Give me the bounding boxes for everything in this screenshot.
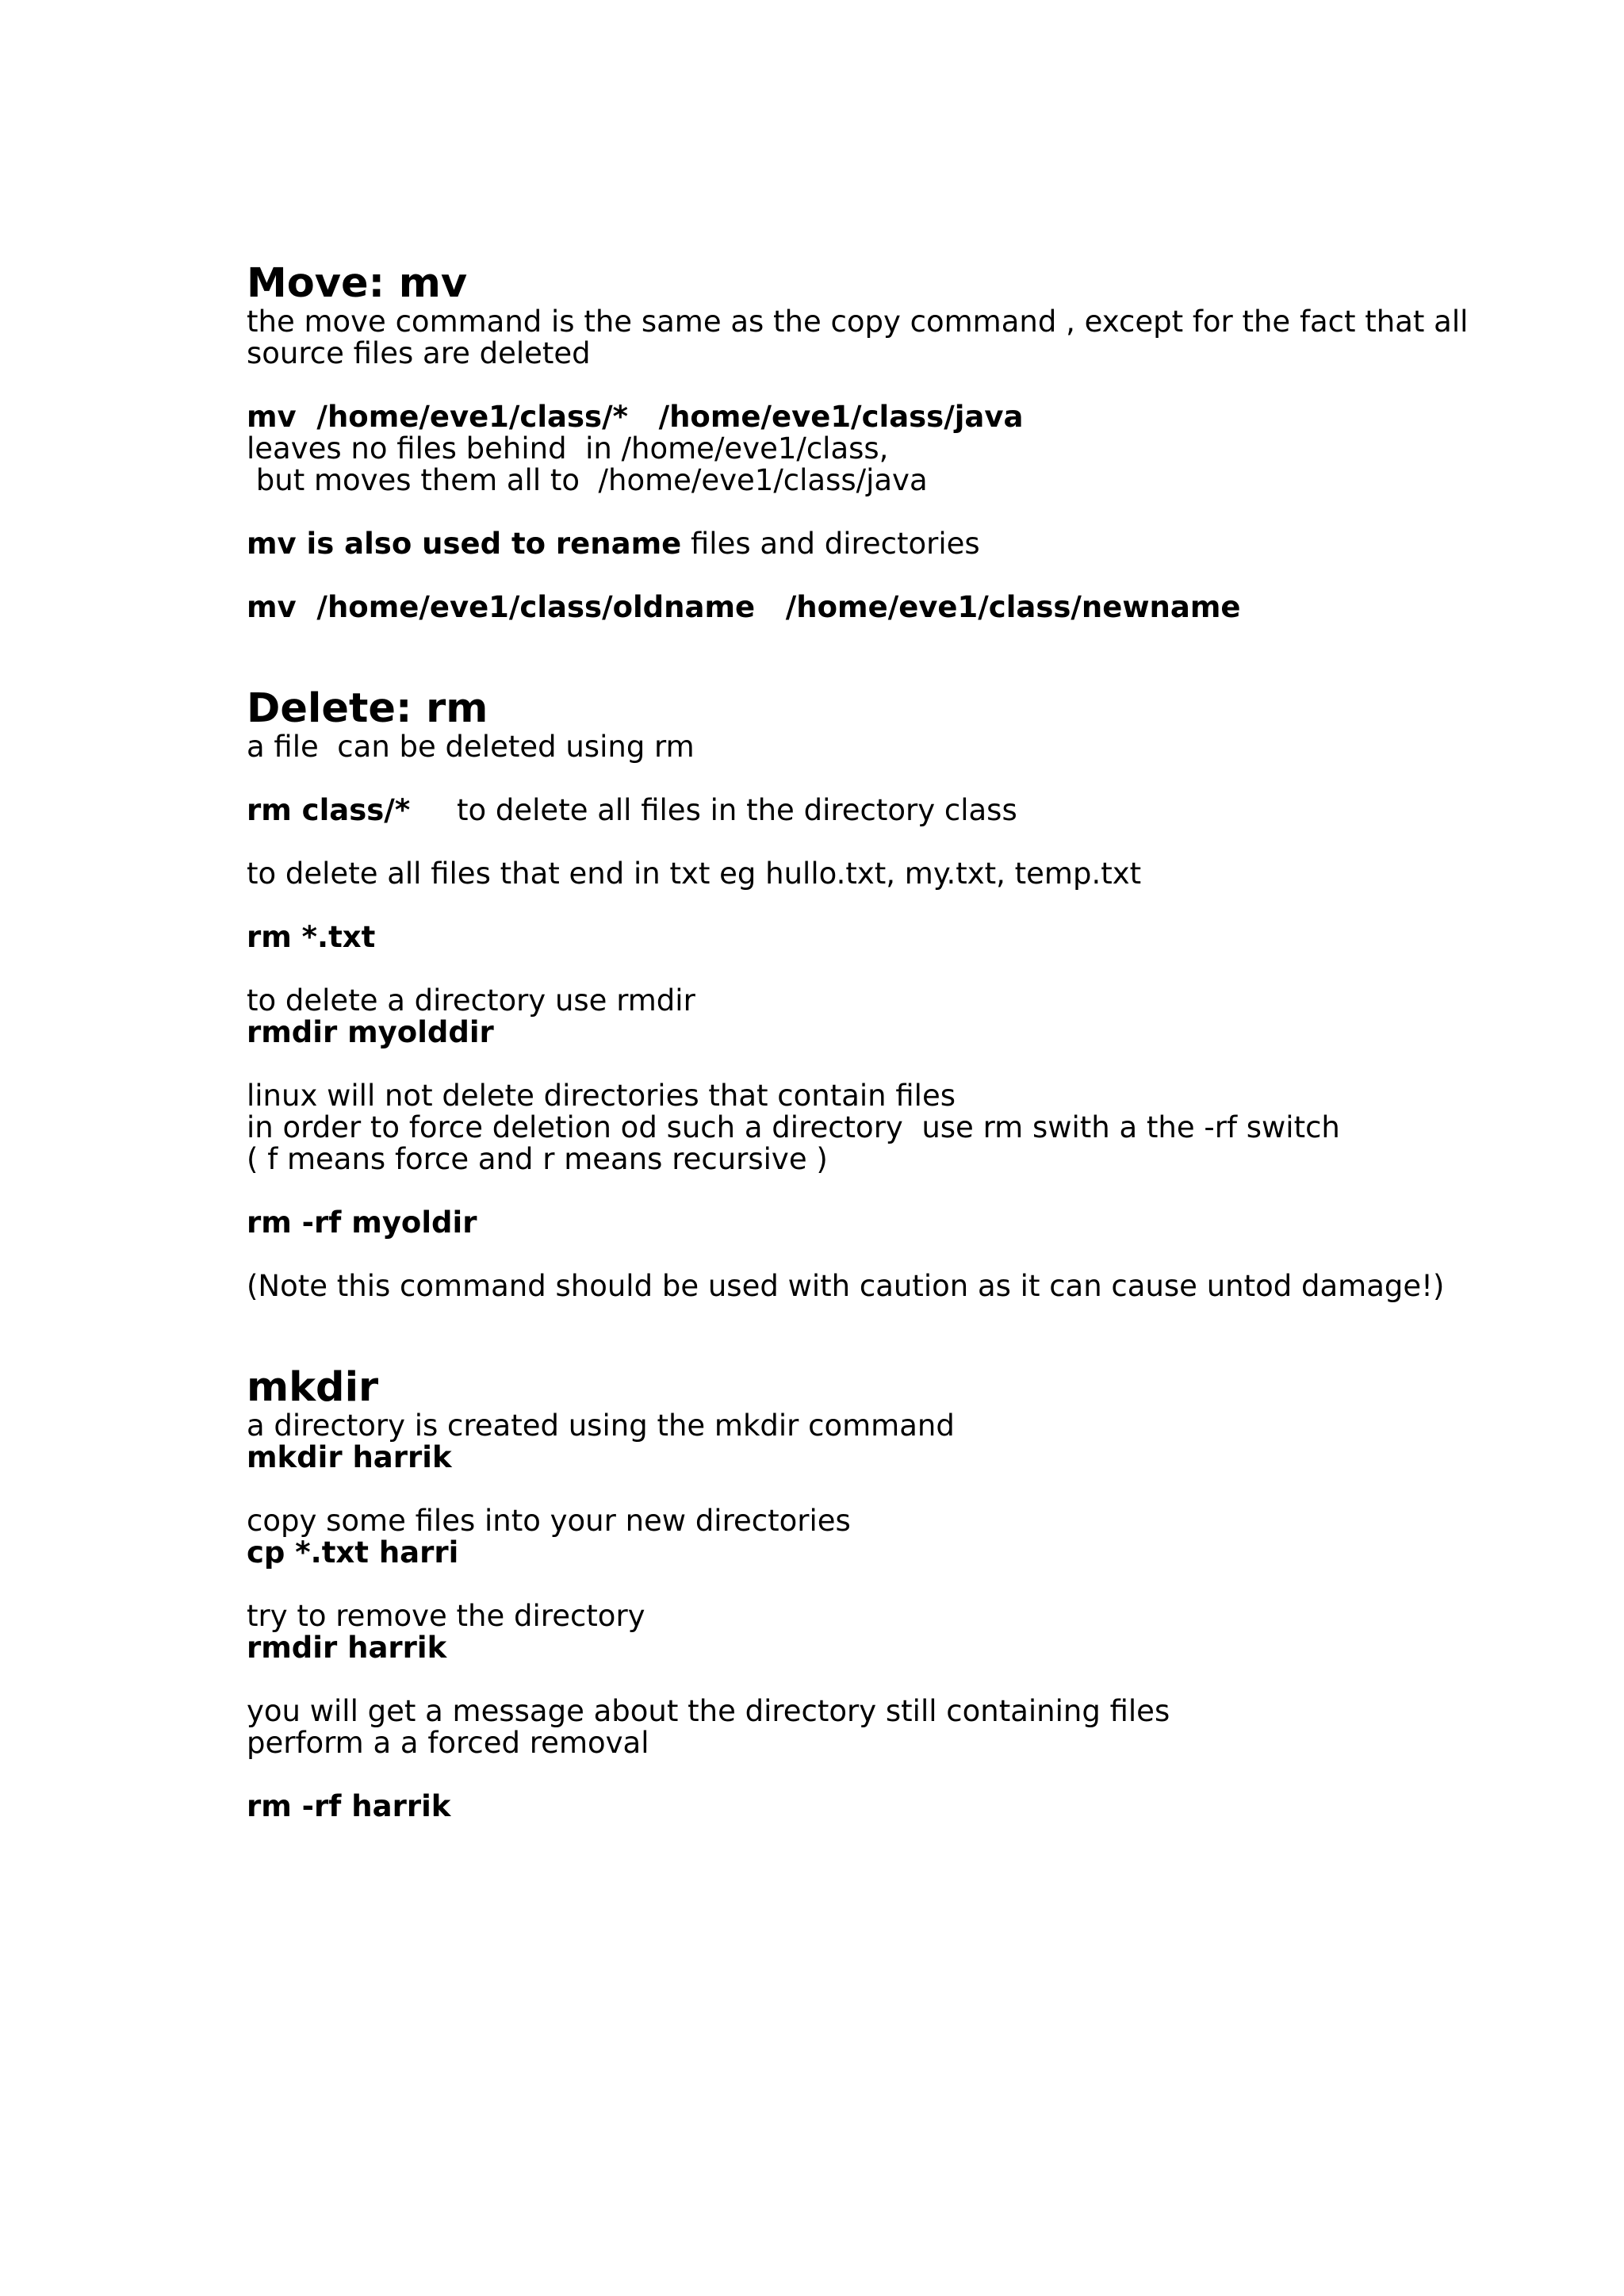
section-heading-move: Move: mv <box>247 260 468 307</box>
force-note-line3: ( f means force and r means recursive ) <box>247 1142 828 1176</box>
rm-txt-command: rm *.txt <box>247 920 376 954</box>
move-description-line1: leaves no files behind in /home/eve1/class, <box>247 431 889 466</box>
message-line1: you will get a message about the directory still containing files <box>247 1694 1170 1728</box>
rm-rf-harrik-command: rm -rf harrik <box>247 1789 451 1823</box>
document-page <box>247 262 1484 1823</box>
section-heading-delete: Delete: rm <box>247 685 488 732</box>
move-description-line2: but moves them all to /home/eve1/class/java <box>247 463 928 497</box>
rmdir-command: rmdir myolddir <box>247 1015 494 1049</box>
section-delete <box>247 687 1484 1302</box>
force-note-line1: linux will not delete directories that contain files <box>247 1079 956 1113</box>
section-mkdir <box>247 1366 1484 1823</box>
force-note-line2: in order to force deletion od such a directory use rm swith a the -rf switch <box>247 1110 1340 1144</box>
rename-note-rest: files and directories <box>681 527 980 561</box>
mkdir-intro: a directory is created using the mkdir command <box>247 1409 955 1443</box>
move-intro: the move command is the same as the copy command , except for the fact that all source files are deleted <box>247 305 1478 370</box>
delete-class-example <box>247 795 1484 826</box>
rename-command-example: mv /home/eve1/class/oldname /home/eve1/class/newname <box>247 590 1241 624</box>
rm-class-description: to delete all files in the directory class <box>410 793 1017 827</box>
rm-rf-command: rm -rf myoldir <box>247 1205 477 1240</box>
copy-description: copy some files into your new directories <box>247 1504 851 1538</box>
delete-intro: a file can be deleted using rm <box>247 730 695 764</box>
section-move <box>247 262 1484 623</box>
move-command-example: mv /home/eve1/class/* /home/eve1/class/java <box>247 400 1024 434</box>
rmdir-description: to delete a directory use rmdir <box>247 983 695 1018</box>
cp-command: cp *.txt harri <box>247 1535 459 1570</box>
delete-txt-description: to delete all files that end in txt eg hullo.txt, my.txt, temp.txt <box>247 857 1142 891</box>
rmdir-harrik-command: rmdir harrik <box>247 1631 447 1665</box>
caution-note: (Note this command should be used with caution as it can cause untod damage!) <box>247 1269 1445 1303</box>
section-heading-mkdir: mkdir <box>247 1364 379 1411</box>
remove-description: try to remove the directory <box>247 1599 645 1633</box>
rename-note-bold: mv is also used to rename <box>247 527 682 561</box>
message-line2: perform a a forced removal <box>247 1726 649 1760</box>
move-rename-note <box>247 528 1484 560</box>
rm-class-command: rm class/* <box>247 793 411 827</box>
mkdir-command: mkdir harrik <box>247 1440 452 1474</box>
